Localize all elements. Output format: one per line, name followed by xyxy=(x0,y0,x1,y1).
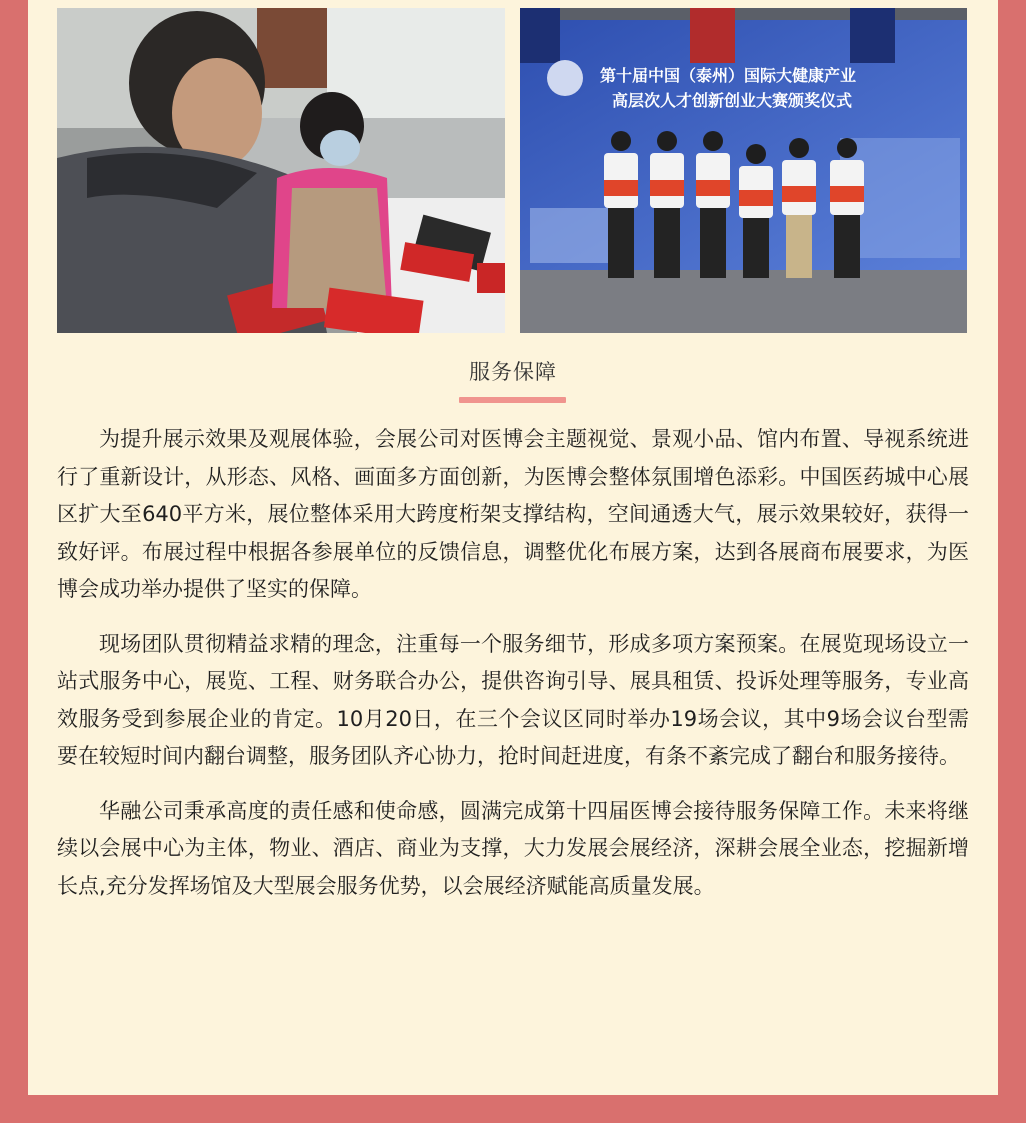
banner-title-line2: 高层次人才创新创业大赛颁奖仪式 xyxy=(612,91,853,110)
caption-underline-bar xyxy=(459,397,566,403)
photo-award-ceremony-image xyxy=(520,8,967,333)
paragraph-3: 华融公司秉承高度的责任感和使命感，圆满完成第十四届医博会接待服务保障工作。未来将继续以会展中心为主体，物业、酒店、商业为支撑，大力发展会展经济，深耕会展全业态，挖掘新增长点,充分发挥场馆及大型展会服务优势，以会展经济赋能高质量发展。 xyxy=(57,798,969,898)
caption-wrap xyxy=(28,356,998,386)
photo-office-staff xyxy=(57,8,505,333)
banner-title-line1: 第十届中国（泰州）国际大健康产业 xyxy=(600,66,857,85)
section-caption: 服务保障 xyxy=(469,360,557,384)
content-card xyxy=(28,0,998,1095)
article-body xyxy=(57,421,969,922)
photo-office-staff-image xyxy=(57,8,505,333)
paragraph-1: 为提升展示效果及观展体验，会展公司对医博会主题视觉、景观小品、馆内布置、导视系统进行了重新设计，从形态、风格、画面多方面创新，为医博会整体氛围增色添彩。中国医药城中心展区扩大至640平方米，展位整体采用大跨度桁架支撑结构，空间通透大气，展示效果较好，获得一致好评。布展过程中根据各参展单位的反馈信息，调整优化布展方案，达到各展商布展要求，为医博会成功举办提供了坚实的保障。 xyxy=(57,427,969,601)
photo-award-ceremony xyxy=(520,8,967,333)
paragraph-2: 现场团队贯彻精益求精的理念，注重每一个服务细节，形成多项方案预案。在展览现场设立一站式服务中心，展览、工程、财务联合办公，提供咨询引导、展具租赁、投诉处理等服务，专业高效服务受到参展企业的肯定。10月20日，在三个会议区同时举办19场会议，其中9场会议台型需要在较短时间内翻台调整，服务团队齐心协力，抢时间赶进度，有条不紊完成了翻台和服务接待。 xyxy=(57,631,969,768)
